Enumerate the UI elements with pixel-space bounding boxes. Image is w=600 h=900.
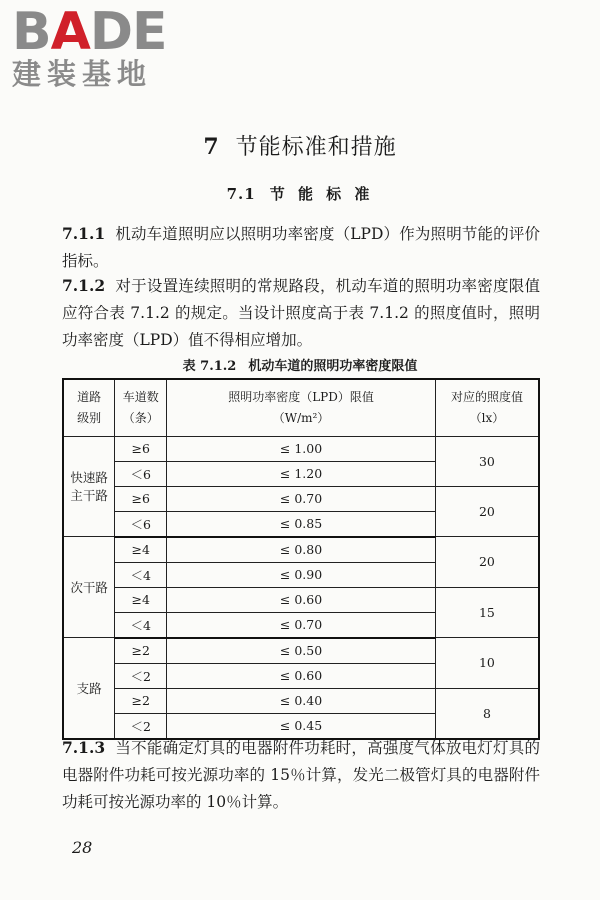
header-road-class	[63, 379, 115, 436]
lpd-cell: ≤ 0.90	[167, 562, 436, 587]
header-lanes-line1: 车道数	[122, 389, 159, 404]
table-caption-title: 机动车道的照明功率密度限值	[248, 359, 418, 374]
lpd-cell: ≤ 0.50	[167, 638, 436, 664]
logo-subtitle: 建装基地	[12, 57, 153, 91]
lanes-cell: ＜2	[115, 663, 167, 688]
lanes-cell: ＜4	[115, 612, 167, 638]
lanes-cell: ≥4	[115, 537, 167, 563]
table-row	[63, 486, 539, 511]
header-illuminance-line2: （lx）	[469, 410, 505, 425]
logo-wordmark	[12, 2, 167, 62]
page-number: 28	[72, 838, 93, 857]
lanes-cell: ≥6	[115, 486, 167, 511]
paragraph-text: 机动车道照明应以照明功率密度（LPD）作为照明节能的评价指标。	[62, 225, 540, 270]
lpd-cell: ≤ 1.00	[167, 436, 436, 461]
road-class-cell	[63, 436, 115, 537]
paragraph-text: 对于设置连续照明的常规路段，机动车道的照明功率密度限值应符合表 7.1.2 的规定。当设计照度高于表 7.1.2 的照度值时，照明功率密度（LPD）值不得相应增加。	[62, 277, 540, 349]
lanes-cell: ＜4	[115, 562, 167, 587]
header-lpd	[167, 379, 436, 436]
lpd-cell: ≤ 0.70	[167, 486, 436, 511]
table-caption	[0, 355, 600, 374]
lpd-cell: ≤ 1.20	[167, 461, 436, 486]
illuminance-cell: 8	[435, 688, 539, 739]
logo-letters-de: DE	[89, 2, 167, 62]
lanes-cell: ≥4	[115, 587, 167, 612]
illuminance-cell: 20	[435, 486, 539, 537]
paragraph-7-1-1	[62, 220, 540, 275]
illuminance-cell: 15	[435, 587, 539, 638]
logo-letter-b: B	[12, 2, 51, 62]
lanes-cell: ＜6	[115, 461, 167, 486]
road-class-line2: 主干路	[70, 488, 108, 504]
paragraph-text: 当不能确定灯具的电器附件功耗时，高强度气体放电灯灯具的电器附件功耗可按光源功率的 15％计算，发光二极管灯具的电器附件功耗可按光源功率的 10％计算。	[62, 739, 540, 811]
table-row	[63, 587, 539, 612]
lanes-cell: ≥2	[115, 688, 167, 713]
header-lpd-line2: （W/m²）	[272, 410, 330, 425]
section-heading	[0, 183, 600, 204]
table-caption-number: 表 7.1.2	[182, 359, 237, 374]
illuminance-cell: 10	[435, 638, 539, 689]
road-class-line1: 快速路	[70, 470, 108, 486]
chapter-heading	[0, 130, 600, 161]
chapter-title: 节能标准和措施	[235, 135, 397, 160]
paragraph-number: 7.1.3	[62, 738, 106, 757]
road-class-cell: 支路	[63, 638, 115, 739]
table-row	[63, 537, 539, 563]
lpd-cell: ≤ 0.70	[167, 612, 436, 638]
lanes-cell: ≥6	[115, 436, 167, 461]
header-lanes	[115, 379, 167, 436]
lpd-cell: ≤ 0.85	[167, 511, 436, 537]
table-row	[63, 436, 539, 461]
lpd-cell: ≤ 0.40	[167, 688, 436, 713]
lpd-cell: ≤ 0.60	[167, 663, 436, 688]
paragraph-7-1-2	[62, 272, 540, 354]
lanes-cell: ＜2	[115, 713, 167, 739]
lanes-cell: ≥2	[115, 638, 167, 664]
header-illuminance-line1: 对应的照度值	[450, 389, 523, 404]
road-class-cell: 次干路	[63, 537, 115, 638]
lpd-cell: ≤ 0.45	[167, 713, 436, 739]
lpd-cell: ≤ 0.60	[167, 587, 436, 612]
lpd-cell: ≤ 0.80	[167, 537, 436, 563]
paragraph-7-1-3	[62, 734, 540, 816]
header-lanes-line2: （条）	[122, 410, 159, 425]
lpd-limits-table	[62, 378, 540, 740]
header-road-class-line1: 道路	[77, 389, 102, 404]
illuminance-cell: 20	[435, 537, 539, 588]
table-row	[63, 688, 539, 713]
logo-letter-a: A	[50, 2, 90, 62]
paragraph-number: 7.1.1	[62, 224, 106, 243]
table-row	[63, 638, 539, 664]
header-lpd-line1: 照明功率密度（LPD）限值	[228, 389, 374, 404]
paragraph-number: 7.1.2	[62, 276, 106, 295]
chapter-number: 7	[203, 134, 220, 160]
lanes-cell: ＜6	[115, 511, 167, 537]
illuminance-cell: 30	[435, 436, 539, 486]
header-illuminance	[435, 379, 539, 436]
table-header-row	[63, 379, 539, 436]
section-number: 7.1	[226, 185, 256, 203]
brand-logo	[12, 2, 167, 91]
section-title: 节 能 标 准	[269, 185, 374, 203]
header-road-class-line2: 级别	[77, 410, 102, 425]
